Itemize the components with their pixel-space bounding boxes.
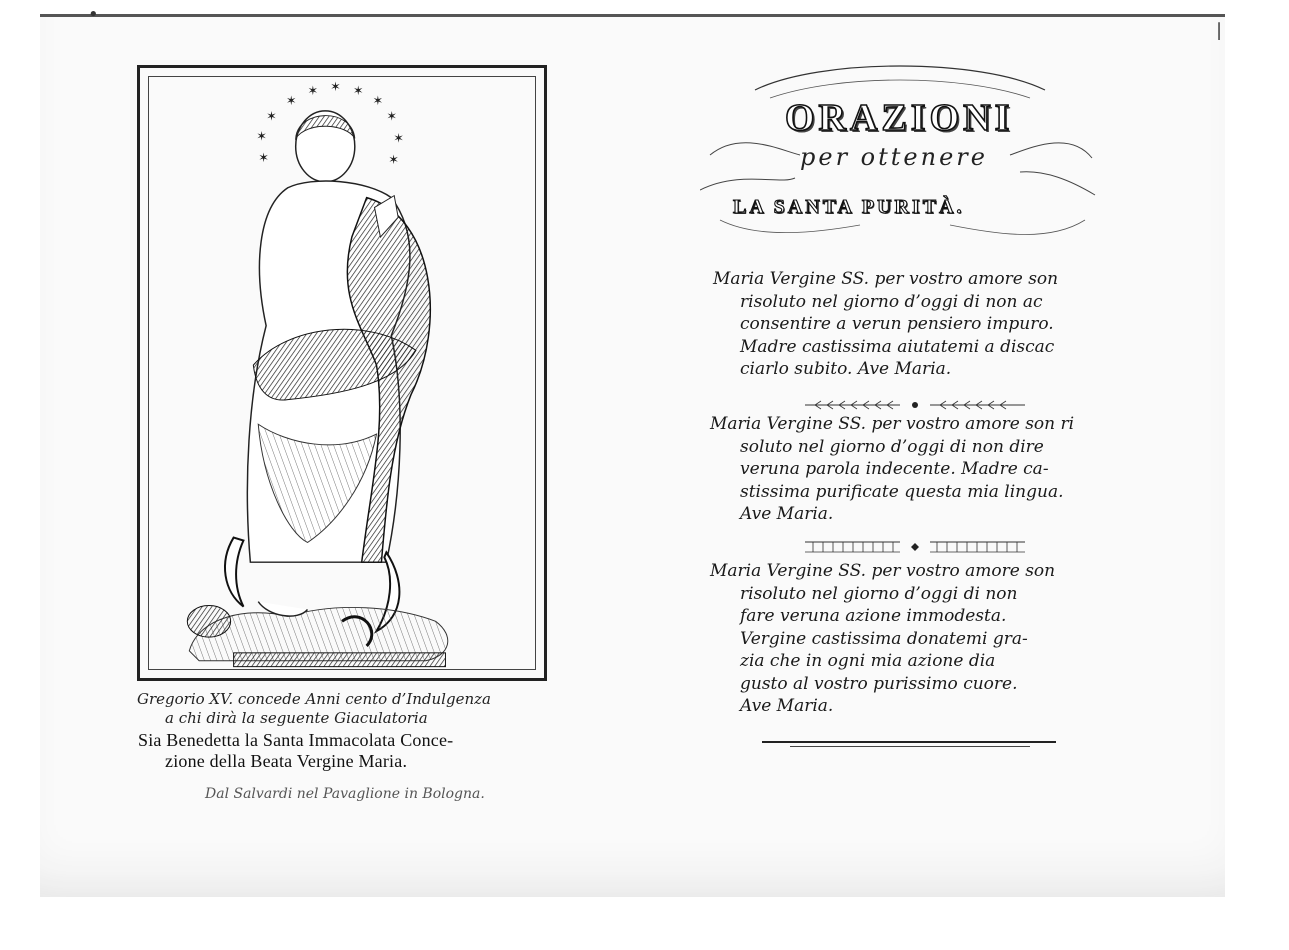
ornamental-divider — [805, 396, 1025, 414]
prayer-line: risoluto nel giorno d’oggi di non ac — [740, 291, 1043, 312]
edge-mark: | — [1216, 20, 1223, 41]
end-rule-thin — [790, 746, 1030, 747]
caption-indulgence: Gregorio XV. concede Anni cento d’Indulgenza — [137, 690, 491, 708]
ornamental-divider — [805, 538, 1025, 556]
caption-prayer-line2: zione della Beata Vergine Maria. — [165, 751, 408, 771]
prayer-line: soluto nel giorno d’oggi di non dire — [740, 436, 1044, 457]
prayer-line: zia che in ogni mia azione dia — [740, 651, 996, 671]
svg-text:✶: ✶ — [386, 109, 398, 125]
prayer-line: veruna parola indecente. Madre ca- — [740, 459, 1049, 479]
prayer-1 — [713, 268, 1058, 381]
subtitle-santa-purita: LA SANTA PURITÀ. — [733, 196, 965, 218]
prayer-3 — [710, 560, 1055, 718]
prayer-line: risoluto nel giorno d’oggi di non — [740, 583, 1018, 604]
svg-text:✶: ✶ — [256, 129, 268, 145]
prayer-line: Ave Maria. — [740, 696, 834, 716]
prayer-line: consentire a verun pensiero impuro. — [740, 314, 1054, 334]
prayer-line: Ave Maria. — [740, 504, 834, 524]
prayer-line: fare veruna azione immodesta. — [740, 606, 1007, 626]
svg-text:✶: ✶ — [372, 93, 384, 109]
svg-text:✶: ✶ — [352, 84, 364, 100]
prayer-line: Maria Vergine SS. per vostro amore son — [710, 561, 1056, 581]
svg-text:✶: ✶ — [307, 84, 319, 100]
svg-text:✶: ✶ — [266, 109, 277, 125]
publisher-imprint: Dal Salvardi nel Pavaglione in Bologna. — [205, 786, 485, 802]
end-rule — [762, 741, 1056, 743]
caption-giaculatoria: a chi dirà la seguente Giaculatoria — [165, 709, 428, 727]
prayer-line: Vergine castissima donatemi gra- — [740, 628, 1028, 649]
prayer-line: stissima purificate questa mia lingua. — [740, 481, 1064, 502]
edge-mark: • — [88, 4, 99, 25]
prayer-2 — [710, 413, 1074, 526]
svg-text:✶: ✶ — [330, 80, 341, 96]
title-orazioni: ORAZIONI — [785, 97, 1014, 139]
prayer-line: Madre castissima aiutatemi a discac — [740, 336, 1055, 357]
engraving-frame — [137, 65, 547, 681]
subtitle-per-ottenere: per ottenere — [800, 143, 988, 171]
virgin-mary-engraving — [140, 68, 544, 678]
prayer-line: ciarlo subito. Ave Maria. — [740, 359, 952, 379]
caption-prayer-line1: Sia Benedetta la Santa Immacolata Conce- — [138, 730, 454, 750]
svg-text:✶: ✶ — [285, 93, 297, 109]
prayer-line: gusto al vostro purissimo cuore. — [740, 673, 1018, 694]
svg-text:✶: ✶ — [388, 153, 400, 169]
prayer-line: Maria Vergine SS. per vostro amore son ri — [710, 414, 1075, 434]
svg-text:✶: ✶ — [258, 151, 269, 167]
prayer-line: Maria Vergine SS. per vostro amore son — [713, 269, 1059, 289]
svg-text:✶: ✶ — [393, 131, 404, 147]
